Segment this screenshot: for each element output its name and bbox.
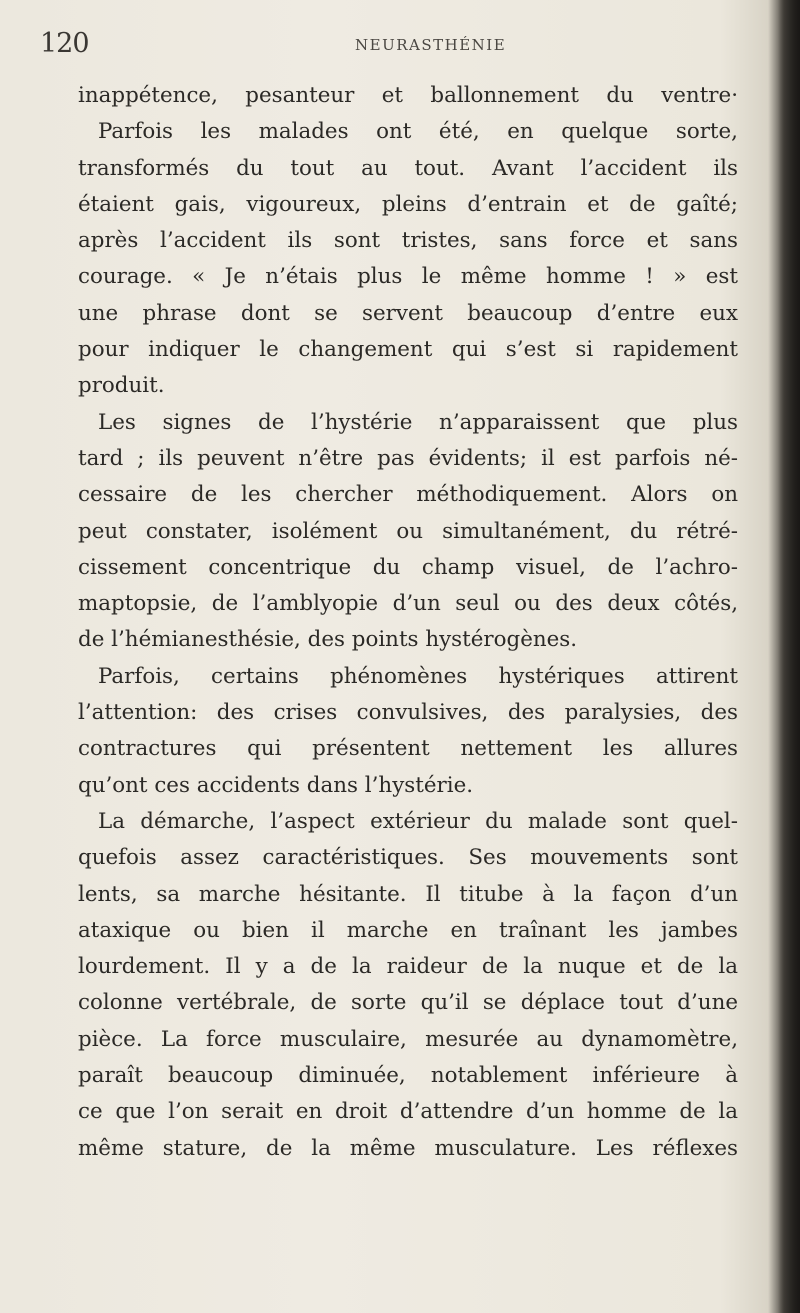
text-line: l’attention: des crises convulsives, des paralysies, des bbox=[78, 700, 738, 726]
text-line: ce que l’on serait en droit d’attendre d’un homme de la bbox=[78, 1099, 738, 1125]
text-line: quefois assez caractéristiques. Ses mouvements sont bbox=[78, 845, 738, 871]
text-line: lents, sa marche hésitante. Il titube à la façon d’un bbox=[78, 881, 738, 907]
text-line: ataxique ou bien il marche en traînant les jambes bbox=[78, 917, 738, 943]
text-line: une phrase dont se servent beaucoup d’entre eux bbox=[78, 300, 738, 326]
text-line: cissement concentrique du champ visuel, de l’achro- bbox=[78, 554, 738, 580]
text-line: pièce. La force musculaire, mesurée au dynamomètre, bbox=[78, 1026, 738, 1052]
text-line: produit. bbox=[78, 373, 165, 399]
text-line: paraît beaucoup diminuée, notablement inférieure à bbox=[78, 1063, 738, 1089]
text-line: peut constater, isolément ou simultanément, du rétré- bbox=[78, 518, 738, 544]
text-line: contractures qui présentent nettement les allures bbox=[78, 736, 738, 762]
text-line: inappétence, pesanteur et ballonnement du ventre· bbox=[78, 83, 738, 108]
text-line: colonne vertébrale, de sorte qu’il se déplace tout d’une bbox=[78, 990, 738, 1016]
text-line: Parfois, certains phénomènes hystériques attirent bbox=[98, 663, 738, 689]
running-title: NEURASTHÉNIE bbox=[355, 36, 507, 54]
text-line: cessaire de les chercher méthodiquement. Alors on bbox=[78, 482, 738, 508]
text-line: Les signes de l’hystérie n’apparaissent que plus bbox=[98, 409, 738, 435]
text-line: après l’accident ils sont tristes, sans force et sans bbox=[78, 228, 738, 254]
text-line: lourdement. Il y a de la raideur de la nuque et de la bbox=[78, 954, 738, 980]
text-line: courage. « Je n’étais plus le même homme ! » est bbox=[78, 264, 738, 290]
text-line: maptopsie, de l’amblyopie d’un seul ou des deux côtés, bbox=[78, 591, 738, 617]
text-line: tard ; ils peuvent n’être pas évidents; il est parfois né- bbox=[78, 445, 738, 471]
text-line: pour indiquer le changement qui s’est si rapidement bbox=[78, 337, 738, 363]
page-edge-shadow bbox=[778, 0, 800, 1313]
text-line: La démarche, l’aspect extérieur du malade sont quel- bbox=[98, 808, 738, 834]
text-line: même stature, de la même musculature. Les réflexes bbox=[78, 1135, 738, 1161]
text-line: qu’ont ces accidents dans l’hystérie. bbox=[78, 772, 474, 798]
page-number: 120 bbox=[40, 28, 89, 59]
text-line: transformés du tout au tout. Avant l’accident ils bbox=[78, 155, 738, 181]
text-line: de l’hémianesthésie, des points hystérogènes. bbox=[78, 627, 578, 653]
text-line: étaient gais, vigoureux, pleins d’entrain et de gaîté; bbox=[78, 191, 738, 217]
body-text bbox=[78, 78, 738, 1167]
text-line: Parfois les malades ont été, en quelque sorte, bbox=[98, 119, 738, 145]
